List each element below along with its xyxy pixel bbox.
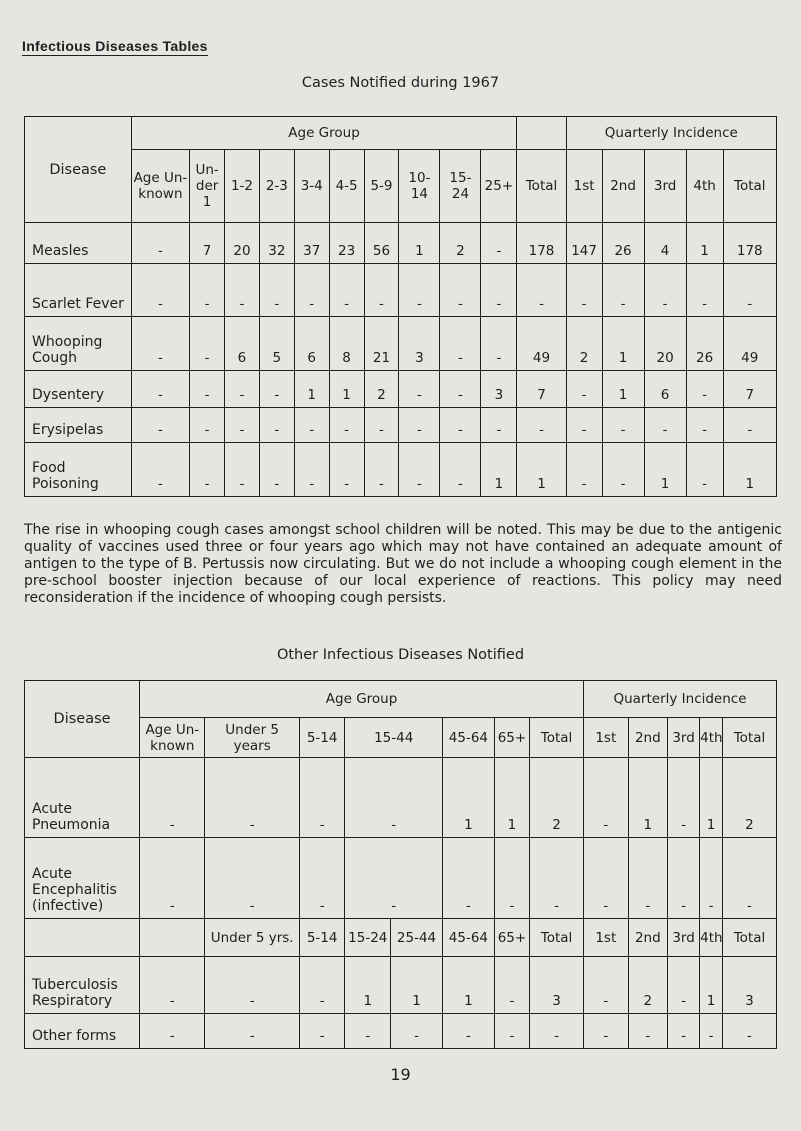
subheader-cell: Under 5 yrs.: [205, 919, 299, 957]
data-cell: 20: [644, 317, 686, 371]
subheader-cell: 65+: [494, 919, 529, 957]
quarter-col-header: 4th: [686, 150, 723, 223]
data-cell: 7: [190, 223, 225, 264]
data-cell: -: [440, 264, 481, 317]
subheader-cell: 2nd: [628, 919, 667, 957]
data-cell: 1: [442, 957, 494, 1014]
data-cell: -: [584, 758, 629, 838]
disease-cell: Erysipelas: [25, 408, 132, 443]
data-cell: -: [399, 264, 440, 317]
data-cell: -: [190, 317, 225, 371]
data-cell: -: [494, 957, 529, 1014]
data-cell: -: [566, 408, 602, 443]
table1-body: [25, 223, 777, 497]
data-cell: 32: [259, 223, 294, 264]
disease-cell: Dysentery: [25, 371, 132, 408]
data-cell: -: [364, 264, 399, 317]
disease-header: Disease: [25, 117, 132, 223]
disease-cell: Food Poisoning: [25, 443, 132, 497]
col-age-unknown: Age Un- known: [140, 718, 205, 758]
col-5-14: 5-14: [299, 718, 345, 758]
data-cell: -: [131, 317, 189, 371]
data-cell: 7: [517, 371, 566, 408]
data-cell: -: [225, 443, 260, 497]
data-cell: -: [225, 408, 260, 443]
data-cell: 7: [723, 371, 776, 408]
data-cell: 2: [440, 223, 481, 264]
data-cell: -: [668, 1014, 700, 1049]
data-cell: -: [566, 371, 602, 408]
table-row: [25, 223, 777, 264]
data-cell: -: [190, 264, 225, 317]
data-cell: 1: [294, 371, 329, 408]
data-cell: -: [481, 408, 517, 443]
total-header: Total: [517, 150, 566, 223]
table-row: [25, 957, 777, 1014]
age-col-header: 15- 24: [440, 150, 481, 223]
data-cell: -: [584, 957, 629, 1014]
data-cell: 3: [481, 371, 517, 408]
data-cell: 1: [700, 957, 723, 1014]
data-cell: -: [345, 838, 442, 919]
col-total: Total: [530, 718, 584, 758]
data-cell: 1: [329, 371, 364, 408]
data-cell: 1: [442, 758, 494, 838]
data-cell: -: [259, 408, 294, 443]
subheader-cell: 45-64: [442, 919, 494, 957]
data-cell: -: [530, 838, 584, 919]
data-cell: -: [723, 408, 776, 443]
col-q3: 3rd: [668, 718, 700, 758]
data-cell: 1: [723, 443, 776, 497]
disease-header-2: Disease: [25, 681, 140, 758]
data-cell: 56: [364, 223, 399, 264]
data-cell: -: [722, 1014, 776, 1049]
data-cell: -: [294, 443, 329, 497]
data-cell: 1: [644, 443, 686, 497]
data-cell: -: [668, 838, 700, 919]
data-cell: 1: [700, 758, 723, 838]
subheader-cell: 1st: [584, 919, 629, 957]
data-cell: -: [723, 264, 776, 317]
data-cell: -: [329, 443, 364, 497]
table-row: [25, 443, 777, 497]
data-cell: -: [205, 1014, 299, 1049]
table-row: [25, 317, 777, 371]
data-cell: -: [391, 1014, 443, 1049]
data-cell: -: [628, 1014, 667, 1049]
data-cell: 3: [530, 957, 584, 1014]
data-cell: -: [225, 371, 260, 408]
data-cell: -: [399, 408, 440, 443]
data-cell: -: [399, 371, 440, 408]
data-cell: -: [345, 1014, 391, 1049]
data-cell: 1: [602, 317, 644, 371]
col-q4: 4th: [700, 718, 723, 758]
table2-body-b: [25, 957, 777, 1049]
data-cell: 1: [517, 443, 566, 497]
commentary-paragraph: The rise in whooping cough cases amongst school children will be noted. This may be due to the antigenic quality of vaccines used three or four years ago which may not have contained an adequate amount of antigen to the type of B. Pertussis now circulating. But we do not include a whooping cough element in the pre-school booster injection because of our local experience of reactions. This policy may need reconsideration if the incidence of whooping cough persists.: [24, 522, 782, 606]
age-col-header: 3-4: [294, 150, 329, 223]
data-cell: -: [140, 758, 205, 838]
table-row: [25, 371, 777, 408]
blank-cell: [25, 919, 140, 957]
data-cell: 1: [494, 758, 529, 838]
data-cell: -: [440, 371, 481, 408]
data-cell: -: [131, 443, 189, 497]
data-cell: -: [481, 317, 517, 371]
data-cell: -: [329, 264, 364, 317]
data-cell: 3: [399, 317, 440, 371]
quarter-col-header: Total: [723, 150, 776, 223]
data-cell: -: [566, 443, 602, 497]
age-col-header: Age Un- known: [131, 150, 189, 223]
age-col-header: 4-5: [329, 150, 364, 223]
data-cell: -: [190, 408, 225, 443]
data-cell: -: [700, 1014, 723, 1049]
col-15-44: 15-44: [345, 718, 442, 758]
col-qtotal: Total: [722, 718, 776, 758]
disease-cell: Acute Encephalitis (infective): [25, 838, 140, 919]
data-cell: -: [668, 957, 700, 1014]
data-cell: -: [131, 264, 189, 317]
data-cell: -: [602, 408, 644, 443]
data-cell: -: [131, 408, 189, 443]
data-cell: 26: [602, 223, 644, 264]
data-cell: -: [628, 838, 667, 919]
data-cell: -: [205, 758, 299, 838]
data-cell: -: [686, 264, 723, 317]
data-cell: 6: [644, 371, 686, 408]
col-q2: 2nd: [628, 718, 667, 758]
data-cell: -: [190, 443, 225, 497]
other-diseases-table: [24, 680, 777, 1049]
data-cell: 8: [329, 317, 364, 371]
subheader-cell: 15-24: [345, 919, 391, 957]
data-cell: -: [686, 408, 723, 443]
data-cell: 6: [225, 317, 260, 371]
data-cell: 1: [391, 957, 443, 1014]
age-group-header-2: Age Group: [140, 681, 584, 718]
data-cell: 1: [399, 223, 440, 264]
disease-cell: Measles: [25, 223, 132, 264]
subheader-cell: 25-44: [391, 919, 443, 957]
data-cell: 6: [294, 317, 329, 371]
table-row: [25, 758, 777, 838]
data-cell: -: [440, 408, 481, 443]
data-cell: -: [584, 1014, 629, 1049]
data-cell: 1: [628, 758, 667, 838]
table1-title: Cases Notified during 1967: [301, 75, 500, 91]
data-cell: -: [299, 957, 345, 1014]
data-cell: -: [259, 371, 294, 408]
data-cell: 2: [364, 371, 399, 408]
data-cell: -: [442, 838, 494, 919]
data-cell: 26: [686, 317, 723, 371]
data-cell: -: [364, 408, 399, 443]
data-cell: -: [294, 264, 329, 317]
data-cell: 4: [644, 223, 686, 264]
age-col-header: Un- der 1: [190, 150, 225, 223]
cases-notified-table: [24, 116, 777, 497]
data-cell: -: [345, 758, 442, 838]
data-cell: 49: [723, 317, 776, 371]
table2-title: Other Infectious Diseases Notified: [276, 647, 525, 663]
data-cell: -: [399, 443, 440, 497]
data-cell: -: [644, 264, 686, 317]
data-cell: 20: [225, 223, 260, 264]
age-group-header: Age Group: [131, 117, 517, 150]
age-col-header: 1-2: [225, 150, 260, 223]
data-cell: -: [205, 838, 299, 919]
data-cell: -: [494, 838, 529, 919]
data-cell: 2: [530, 758, 584, 838]
subheader-cell: Total: [722, 919, 776, 957]
data-cell: -: [644, 408, 686, 443]
data-cell: -: [299, 758, 345, 838]
data-cell: -: [686, 443, 723, 497]
data-cell: -: [481, 223, 517, 264]
age-col-header: 5-9: [364, 150, 399, 223]
table2-body-a: [25, 758, 777, 919]
data-cell: -: [294, 408, 329, 443]
quarterly-header: Quarterly Incidence: [566, 117, 776, 150]
quarterly-header-2: Quarterly Incidence: [584, 681, 777, 718]
data-cell: -: [364, 443, 399, 497]
disease-cell: Scarlet Fever: [25, 264, 132, 317]
table-row: [25, 264, 777, 317]
data-cell: -: [140, 957, 205, 1014]
data-cell: -: [442, 1014, 494, 1049]
data-cell: 147: [566, 223, 602, 264]
quarter-col-header: 1st: [566, 150, 602, 223]
table-row: [25, 838, 777, 919]
data-cell: -: [225, 264, 260, 317]
data-cell: 1: [686, 223, 723, 264]
data-cell: -: [494, 1014, 529, 1049]
data-cell: 1: [481, 443, 517, 497]
quarter-col-header: 3rd: [644, 150, 686, 223]
col-45-64: 45-64: [442, 718, 494, 758]
col-65: 65+: [494, 718, 529, 758]
blank-cell: [140, 919, 205, 957]
data-cell: -: [140, 1014, 205, 1049]
data-cell: -: [259, 443, 294, 497]
disease-cell: Whooping Cough: [25, 317, 132, 371]
data-cell: 178: [517, 223, 566, 264]
data-cell: -: [584, 838, 629, 919]
data-cell: -: [517, 408, 566, 443]
data-cell: -: [602, 443, 644, 497]
data-cell: -: [530, 1014, 584, 1049]
data-cell: -: [131, 371, 189, 408]
page-number: 19: [390, 1065, 411, 1084]
data-cell: -: [668, 758, 700, 838]
age-col-header: 2-3: [259, 150, 294, 223]
data-cell: -: [440, 443, 481, 497]
subheader-cell: 5-14: [299, 919, 345, 957]
data-cell: -: [299, 838, 345, 919]
subheader-cell: Total: [530, 919, 584, 957]
data-cell: 21: [364, 317, 399, 371]
subheader-cell: 4th: [700, 919, 723, 957]
disease-cell: Acute Pneumonia: [25, 758, 140, 838]
data-cell: 3: [722, 957, 776, 1014]
data-cell: -: [686, 371, 723, 408]
section-header: Infectious Diseases Tables: [22, 38, 208, 54]
age-col-header: 25+: [481, 150, 517, 223]
subheader-cell: 3rd: [668, 919, 700, 957]
data-cell: -: [602, 264, 644, 317]
data-cell: -: [131, 223, 189, 264]
disease-cell: Other forms: [25, 1014, 140, 1049]
data-cell: 2: [566, 317, 602, 371]
col-under-5: Under 5 years: [205, 718, 299, 758]
data-cell: 2: [628, 957, 667, 1014]
quarter-col-header: 2nd: [602, 150, 644, 223]
data-cell: -: [329, 408, 364, 443]
data-cell: 1: [345, 957, 391, 1014]
data-cell: -: [481, 264, 517, 317]
data-cell: 178: [723, 223, 776, 264]
data-cell: -: [566, 264, 602, 317]
col-q1: 1st: [584, 718, 629, 758]
data-cell: -: [259, 264, 294, 317]
disease-cell: Tuberculosis Respiratory: [25, 957, 140, 1014]
data-cell: -: [190, 371, 225, 408]
data-cell: 49: [517, 317, 566, 371]
age-col-header: 10- 14: [399, 150, 440, 223]
data-cell: 5: [259, 317, 294, 371]
data-cell: -: [700, 838, 723, 919]
table-row: [25, 1014, 777, 1049]
data-cell: -: [205, 957, 299, 1014]
data-cell: -: [440, 317, 481, 371]
data-cell: -: [299, 1014, 345, 1049]
data-cell: -: [140, 838, 205, 919]
data-cell: 37: [294, 223, 329, 264]
data-cell: 23: [329, 223, 364, 264]
data-cell: 1: [602, 371, 644, 408]
table-row: [25, 408, 777, 443]
data-cell: 2: [722, 758, 776, 838]
data-cell: -: [517, 264, 566, 317]
data-cell: -: [722, 838, 776, 919]
